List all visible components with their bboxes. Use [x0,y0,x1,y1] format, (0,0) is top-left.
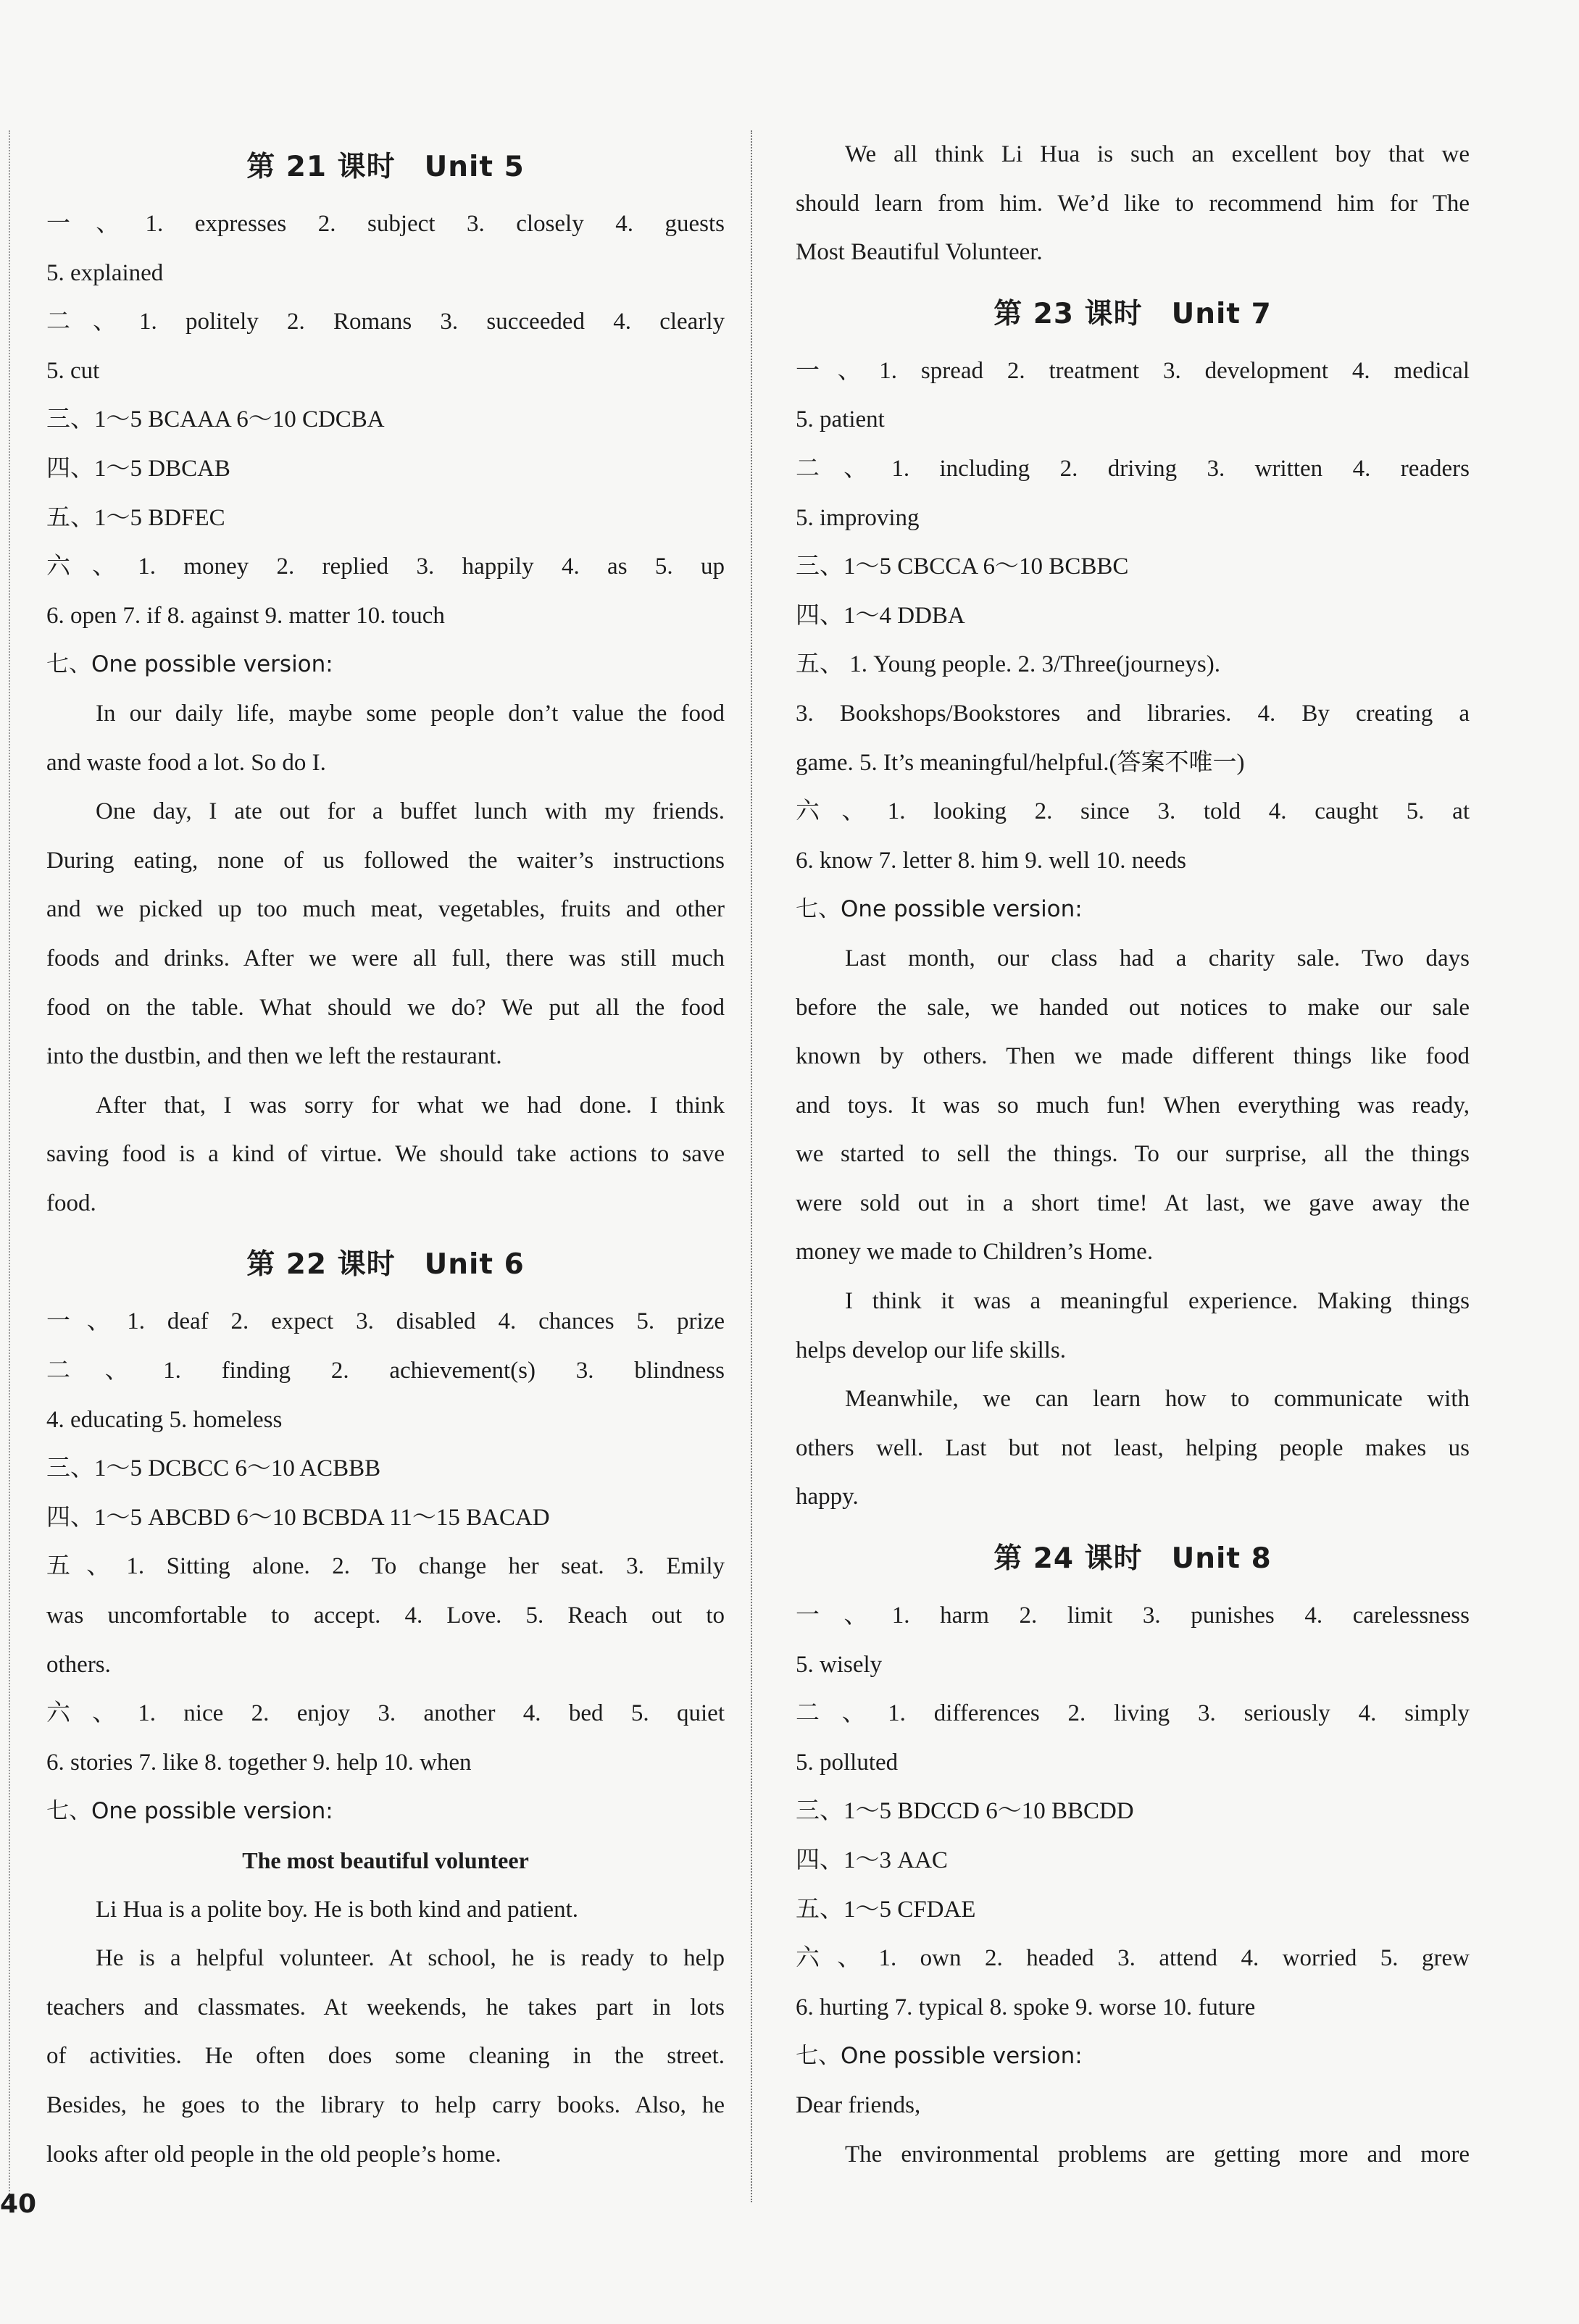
answer-line: food on the table. What should we do? We put all the food [46,994,725,1021]
answer-line: 一、1. deaf 2. expect 3. disabled 4. chances 5. prize [46,1308,725,1335]
right-column [796,130,1470,2179]
answer-line: 5. wisely [796,1651,883,1678]
unit-label: Unit 8 [1171,1542,1272,1576]
answer-line: He is a helpful volunteer. At school, he is ready to help [96,1945,725,1972]
answer-line: 6. know 7. letter 8. him 9. well 10. needs [796,847,1186,874]
lesson-heading [46,135,725,200]
page-number: 40 [0,2189,37,2219]
left-edge-dotted-rule [9,130,10,2202]
answer-line: and waste food a lot. So do I. [46,749,326,776]
answer-line: 6. hurting 7. typical 8. spoke 9. worse 10. future [796,1994,1256,2020]
unit-label: Unit 7 [1171,297,1272,330]
answer-line: Li Hua is a polite boy. He is both kind and patient. [96,1896,578,1923]
answer-line: 七、One possible version: [796,2043,1083,2070]
answer-line: teachers and classmates. At weekends, he takes part in lots [46,1994,725,2020]
answer-line: was uncomfortable to accept. 4. Love. 5. Reach out to [46,1602,725,1629]
answer-line: 七、One possible version: [46,651,333,678]
answer-line: 一、1. harm 2. limit 3. punishes 4. carelessness [796,1602,1470,1629]
answer-line: 三、1～5 BDCCD 6～10 BBCDD [796,1798,1134,1825]
answer-line: before the sale, we handed out notices to make our sale [796,994,1470,1021]
answer-line: 七、One possible version: [46,1798,333,1825]
answer-line: 一、1. expresses 2. subject 3. closely 4. guests [46,211,725,237]
lesson-title: 第 23 课时 [993,297,1143,330]
answer-line: 六、1. looking 2. since 3. told 4. caught 5. at [796,798,1470,825]
answer-line: we started to sell the things. To our surprise, all the things [796,1141,1470,1168]
answer-line: others. [46,1651,111,1678]
answer-line: 五、1～5 CFDAE [796,1896,976,1923]
answer-line: 二、1. finding 2. achievement(s) 3. blindness [46,1358,725,1384]
answer-line: 五、1. Sitting alone. 2. To change her seat. 3. Emily [46,1553,725,1580]
answer-line: 五、 1. Young people. 2. 3/Three(journeys). [796,651,1220,678]
answer-line: After that, I was sorry for what we had done. I think [96,1092,725,1119]
answer-line: 二、1. including 2. driving 3. written 4. readers [796,455,1470,482]
answer-line: 二、1. differences 2. living 3. seriously 4. simply [796,1700,1470,1727]
answer-line: 四、1～5 ABCBD 6～10 BCBDA 11～15 BACAD [46,1504,550,1531]
answer-line: During eating, none of us followed the waiter’s instructions [46,847,725,874]
column-divider [751,130,752,2202]
answer-line: 6. open 7. if 8. against 9. matter 10. touch [46,602,445,629]
answer-line: 5. patient [796,406,885,433]
answer-line: into the dustbin, and then we left the restaurant. [46,1043,502,1070]
lesson-heading [796,282,1470,347]
answer-line: others well. Last but not least, helping people makes us [796,1434,1470,1461]
answer-line: helps develop our life skills. [796,1337,1067,1363]
left-column [46,130,725,2179]
answer-line: 5. explained [46,259,164,286]
answer-line: money we made to Children’s Home. [796,1239,1154,1266]
answer-line: 三、1～5 CBCCA 6～10 BCBBC [796,553,1129,580]
answer-line: saving food is a kind of virtue. We should take actions to save [46,1141,725,1168]
lesson-title: 第 22 课时 [246,1248,396,1282]
answer-line: Dear friends, [796,2091,921,2118]
answer-line: In our daily life, maybe some people don’t value the food [96,700,725,727]
answer-line: 5. polluted [796,1749,899,1776]
answer-line: should learn from him. We’d like to recommend him for The [796,190,1470,217]
answer-line: game. 5. It’s meaningful/helpful.(答案不唯一) [796,749,1245,776]
answer-line: Last month, our class had a charity sale. Two days [845,945,1470,971]
answer-line: 一、1. spread 2. treatment 3. development 4. medical [796,357,1470,384]
answer-line: 四、1～4 DDBA [796,602,965,629]
lesson-title: 第 21 课时 [246,151,396,183]
answer-line: I think it was a meaningful experience. Making things [845,1288,1470,1315]
answer-line: 四、1～5 DBCAB [46,455,230,482]
answer-line: Most Beautiful Volunteer. [796,239,1043,266]
unit-label: Unit 6 [424,1248,525,1282]
answer-line: One day, I ate out for a buffet lunch with my friends. [96,798,725,825]
answer-line: 4. educating 5. homeless [46,1406,283,1433]
answer-line: 四、1～3 AAC [796,1847,948,1873]
lesson-heading [796,1526,1470,1592]
answer-line: known by others. Then we made different things like food [796,1043,1470,1070]
answer-line: and toys. It was so much fun! When everything was ready, [796,1092,1470,1119]
answer-line: 六、1. money 2. replied 3. happily 4. as 5. up [46,553,725,580]
answer-line: 6. stories 7. like 8. together 9. help 10. when [46,1749,472,1776]
answer-line: 六、1. own 2. headed 3. attend 4. worried 5. grew [796,1945,1470,1972]
answer-line: The environmental problems are getting more and more [845,2141,1470,2168]
answer-line: 三、1～5 BCAAA 6～10 CDCBA [46,406,385,433]
answer-line: Meanwhile, we can learn how to communicate with [845,1386,1470,1413]
answer-line: 5. cut [46,357,100,384]
answer-line: looks after old people in the old people’s home. [46,2141,501,2168]
answer-line: foods and drinks. After we were all full, there was still much [46,945,725,971]
answer-line: We all think Li Hua is such an excellent boy that we [845,141,1470,167]
answer-line: 5. improving [796,504,920,531]
answer-line: 三、1～5 DCBCC 6～10 ACBBB [46,1455,381,1482]
unit-label: Unit 5 [424,151,525,183]
answer-line: The most beautiful volunteer [242,1847,529,1873]
answer-line: 六、1. nice 2. enjoy 3. another 4. bed 5. quiet [46,1700,725,1727]
answer-line: and we picked up too much meat, vegetables, fruits and other [46,896,725,923]
lesson-heading [46,1232,725,1297]
answer-line: Besides, he goes to the library to help carry books. Also, he [46,2091,725,2118]
answer-line: of activities. He often does some cleaning in the street. [46,2043,725,2070]
answer-line: 3. Bookshops/Bookstores and libraries. 4. By creating a [796,700,1470,727]
answer-line: 七、One possible version: [796,896,1083,923]
answer-line: 二、1. politely 2. Romans 3. succeeded 4. clearly [46,309,725,335]
lesson-title: 第 24 课时 [993,1542,1143,1576]
answer-line: were sold out in a short time! At last, we gave away the [796,1190,1470,1216]
answer-line: 五、1～5 BDFEC [46,504,225,531]
answer-line: food. [46,1190,96,1216]
answer-line: happy. [796,1484,859,1510]
